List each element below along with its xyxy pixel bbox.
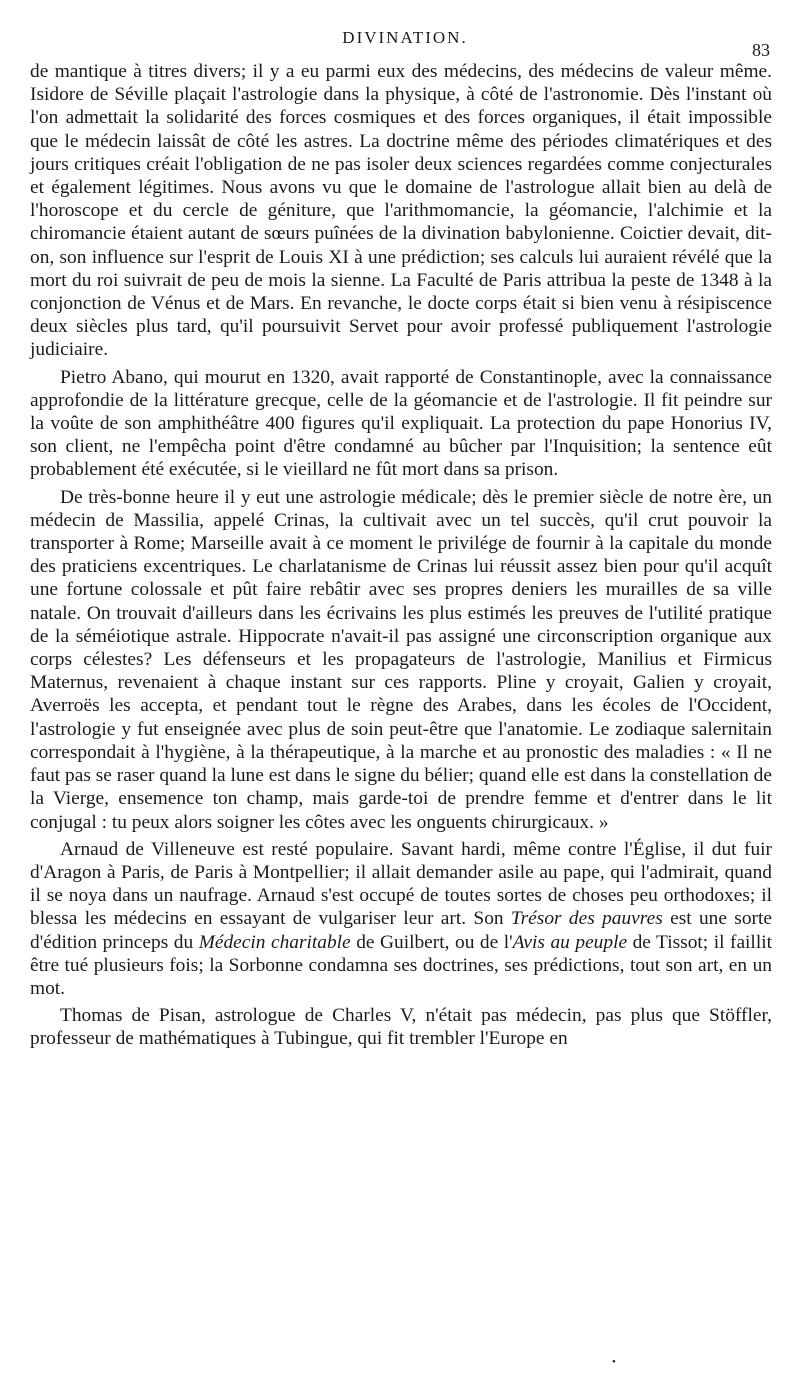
paragraph-text: De très-bonne heure il y eut une astrologie médicale; dès le premier siècle de notre ère, un médecin de Massilia, appelé Crinas, la cultivait avec un tel succès, qu'il crut pouvoir la transporter à Rome; Marseille avait à ce moment le privilége de fournir à la capitale du monde des praticiens excentriques. Le charlatanisme de Crinas lui réussit assez bien pour qu'il acquît une fortune colossale et pût faire rebâtir avec ses propres deniers les murailles de sa ville natale. On trouvait d'ailleurs dans les écrivains les plus estimés les preuves de l'utilité pratique de la séméiotique astrale. Hippocrate n'avait-il pas assigné une circonscription organique aux corps célestes? Les défenseurs et les propagateurs de l'astrologie, Manilius et Firmicus Maternus, revenaient à chaque instant sur ces rapports. Pline y croyait, Galien y croyait, Averroës les accepta, et pendant tout le règne des Arabes, dans les écoles de l'Occident, l'astrologie y fut enseignée avec plus de soin peut-être que l'anatomie. Le zodiaque salernitain correspondait à l'hygiène, à la thérapeutique, à la marche et au pronostic des maladies : « Il ne faut pas se raser quand la lune est dans le signe du bélier; quand elle est dans la constellation de la Vierge, ensemence ton champ, mais garde-toi de prendre femme et d'entrer dans le lit conjugal : tu peux alors soigner les côtes avec les onguents chirurgicaux. » xyxy=(30,486,772,833)
footer-mark: • xyxy=(612,1356,616,1368)
italic-title-medecin-charitable: Médecin charitable xyxy=(198,931,351,953)
paragraph-text: de Tissot; il faillit être tué plusieurs fois; la Sorbonne condamna ses doctrines, ses prédictions, tout son art, en un mot. xyxy=(30,931,772,999)
paragraph-arnaud-de-villeneuve xyxy=(30,838,772,1000)
paragraph-thomas-de-pisan xyxy=(30,1004,772,1050)
paragraph-medical-astrology xyxy=(30,486,772,834)
page-number: 83 xyxy=(752,40,770,60)
paragraph-text: de mantique à titres divers; il y a eu parmi eux des médecins, des médecins de valeur même. Isidore de Séville plaçait l'astrologie dans la physique, à côté de l'astronomie. Dès l'instant où l'on admettait la solidarité des forces cosmiques et des forces organiques, il était impossible que le médecin laissât de côté les astres. La doctrine même des périodes climatériques et des jours critiques créait l'obligation de ne pas isoler deux sciences regardées comme conjecturales et également légitimes. Nous avons vu que le domaine de l'astrologue allait bien au delà de l'horoscope et du cercle de géniture, que l'arithmomancie, la géomancie, l'alchimie et la chiromancie étaient autant de sœurs puînées de la divination babylonienne. Coictier devait, dit-on, son influence sur l'esprit de Louis XI à une prédiction; ses calculs lui auraient révélé que la mort du roi suivrait de peu de mois la sienne. La Faculté de Paris attribua la peste de 1348 à la conjonction de Vénus et de Mars. En revanche, le docte corps était si bien venu à résipiscence deux siècles plus tard, qu'il poursuivit Servet pour avoir professé publiquement l'astrologie judiciaire. xyxy=(30,61,772,361)
paragraph-text: Thomas de Pisan, astrologue de Charles V, n'était pas médecin, pas plus que Stöffler, professeur de mathématiques à Tubingue, qui fit trembler l'Europe en xyxy=(30,1005,772,1050)
paragraph-pietro-abano xyxy=(30,366,772,482)
running-title: DIVINATION. xyxy=(342,28,468,47)
body-text xyxy=(30,60,772,1051)
running-header xyxy=(0,28,800,48)
italic-title-avis-au-peuple: Avis au peuple xyxy=(512,931,628,953)
paragraph-astrology-medicine xyxy=(30,60,772,362)
italic-title-tresor-des-pauvres: Trésor des pauvres xyxy=(510,908,663,930)
paragraph-text: de Guilbert, ou de l' xyxy=(350,931,513,953)
paragraph-text: Arnaud de Villeneuve est resté populaire. Savant hardi, même contre l'Église, il dut fuir d'Aragon à Paris, de Paris à Montpellier; il allait demander asile au pape, qui l'admirait, quand il se noya dans un naufrage. Arnaud s'est occupé de toutes sortes de choses peu orthodoxes; il blessa les médecins en essayant de vulgariser leur art. Son xyxy=(30,838,772,930)
paragraph-text: est une sorte d'édition princeps du xyxy=(30,908,772,953)
paragraph-text: Pietro Abano, qui mourut en 1320, avait rapporté de Constantinople, avec la connaissance approfondie de la littérature grecque, celle de la géomancie et de l'astrologie. Il fit peindre sur la voûte de son amphithéâtre 400 figures qu'il expliquait. La protection du pape Honorius IV, son client, ne l'empêcha point d'être condamné au bûcher par l'Inquisition; la sentence eût probablement été exécutée, si le vieillard ne fût mort dans sa prison. xyxy=(30,366,772,481)
